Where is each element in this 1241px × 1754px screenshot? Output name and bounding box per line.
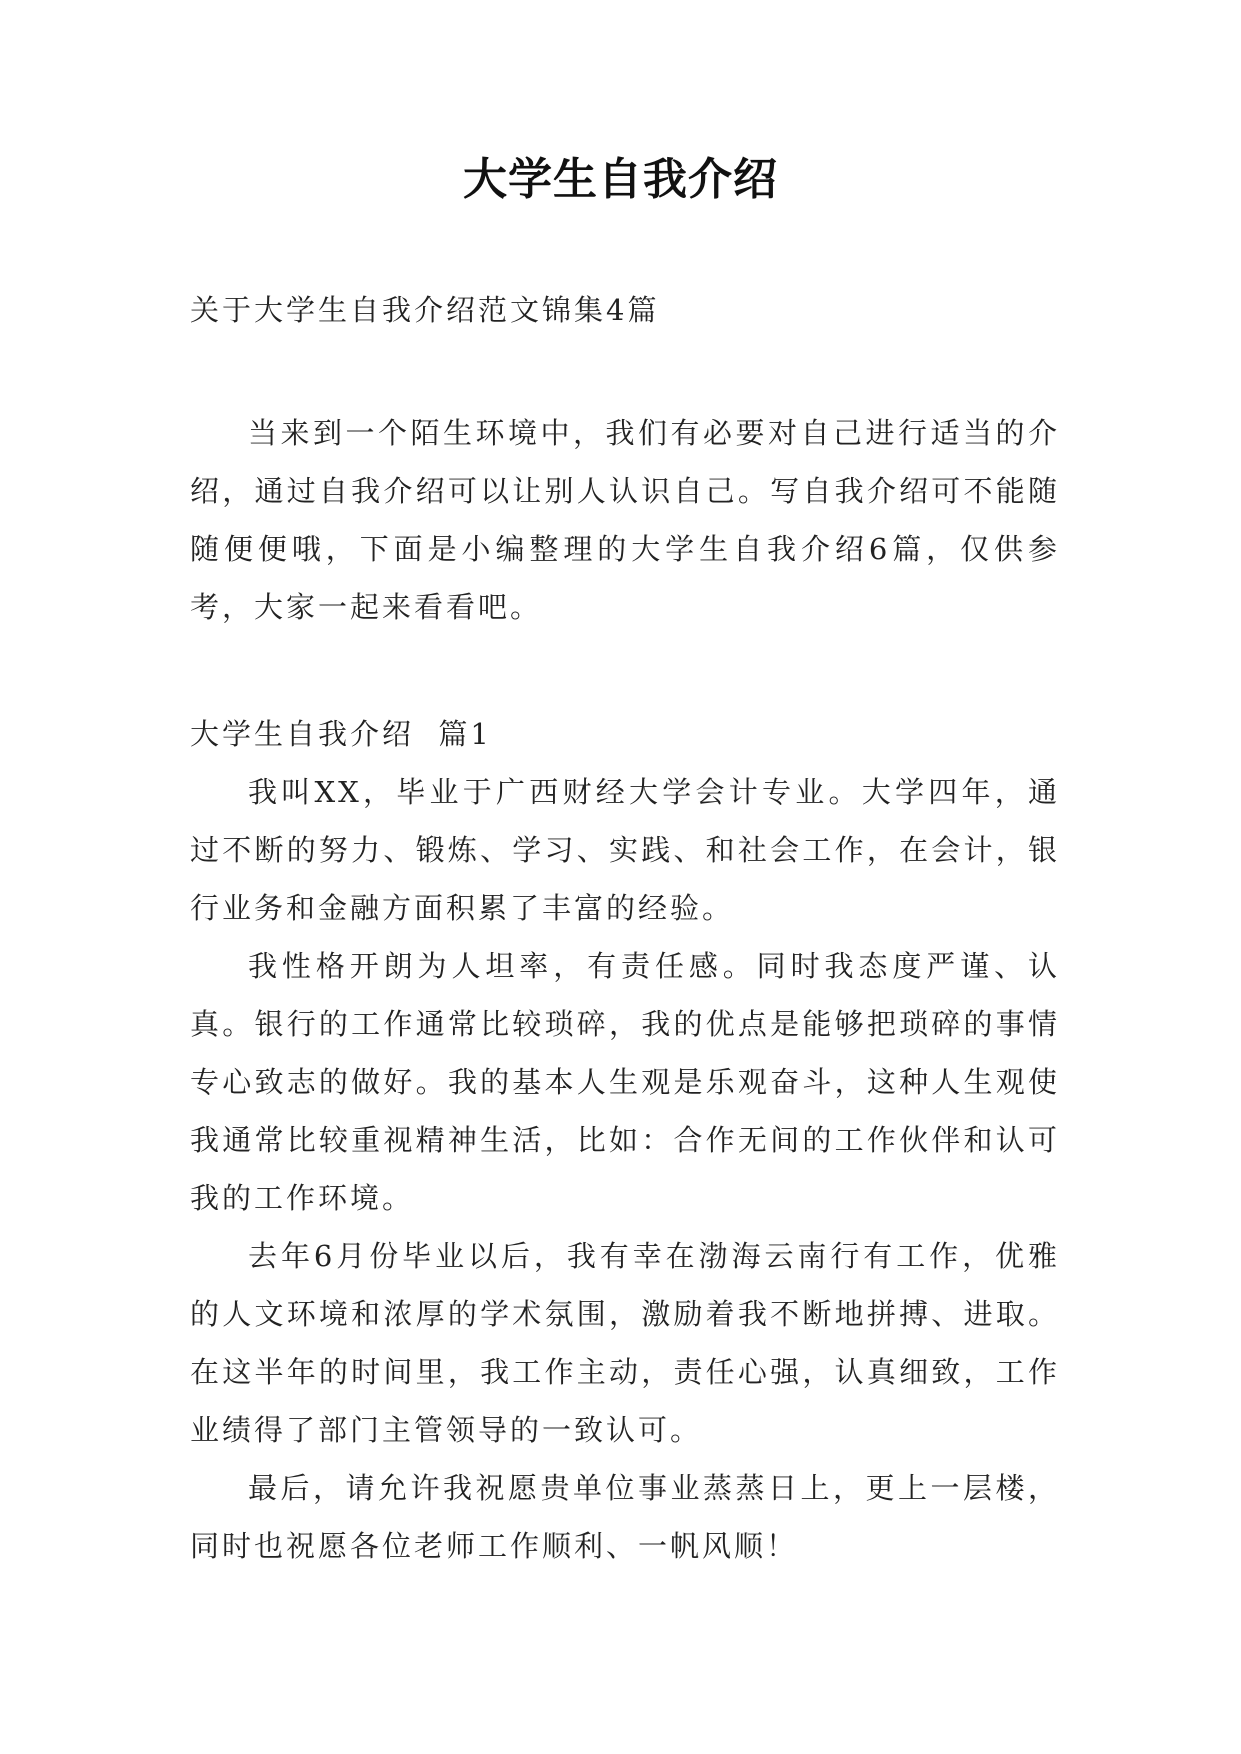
section-paragraph: 最后，请允许我祝愿贵单位事业蒸蒸日上，更上一层楼，同时也祝愿各位老师工作顺利、一帆风顺！ — [190, 1471, 1060, 1563]
section-paragraph: 我叫XX，毕业于广西财经大学会计专业。大学四年，通过不断的努力、锻炼、学习、实践、和社会工作，在会计，银行业务和金融方面积累了丰富的经验。 — [190, 775, 1060, 925]
document-subtitle: 关于大学生自我介绍范文锦集4篇 — [190, 293, 660, 327]
intro-block — [190, 404, 1060, 636]
section-1 — [190, 705, 1060, 1575]
intro-paragraph: 当来到一个陌生环境中，我们有必要对自己进行适当的介绍，通过自我介绍可以让别人认识自己。写自我介绍可不能随随便便哦，下面是小编整理的大学生自我介绍6篇，仅供参考，大家一起来看看吧。 — [190, 416, 1060, 624]
section-heading: 大学生自我介绍 篇1 — [190, 717, 492, 751]
document-title: 大学生自我介绍 — [463, 154, 778, 205]
section-paragraph: 我性格开朗为人坦率，有责任感。同时我态度严谨、认真。银行的工作通常比较琐碎，我的优点是能够把琐碎的事情专心致志的做好。我的基本人生观是乐观奋斗，这种人生观使我通常比较重视精神生活，比如：合作无间的工作伙伴和认可我的工作环境。 — [190, 949, 1060, 1215]
section-paragraph: 去年6月份毕业以后，我有幸在渤海云南行有工作，优雅的人文环境和浓厚的学术氛围，激励着我不断地拼搏、进取。在这半年的时间里，我工作主动，责任心强，认真细致，工作业绩得了部门主管领导的一致认可。 — [190, 1239, 1060, 1447]
